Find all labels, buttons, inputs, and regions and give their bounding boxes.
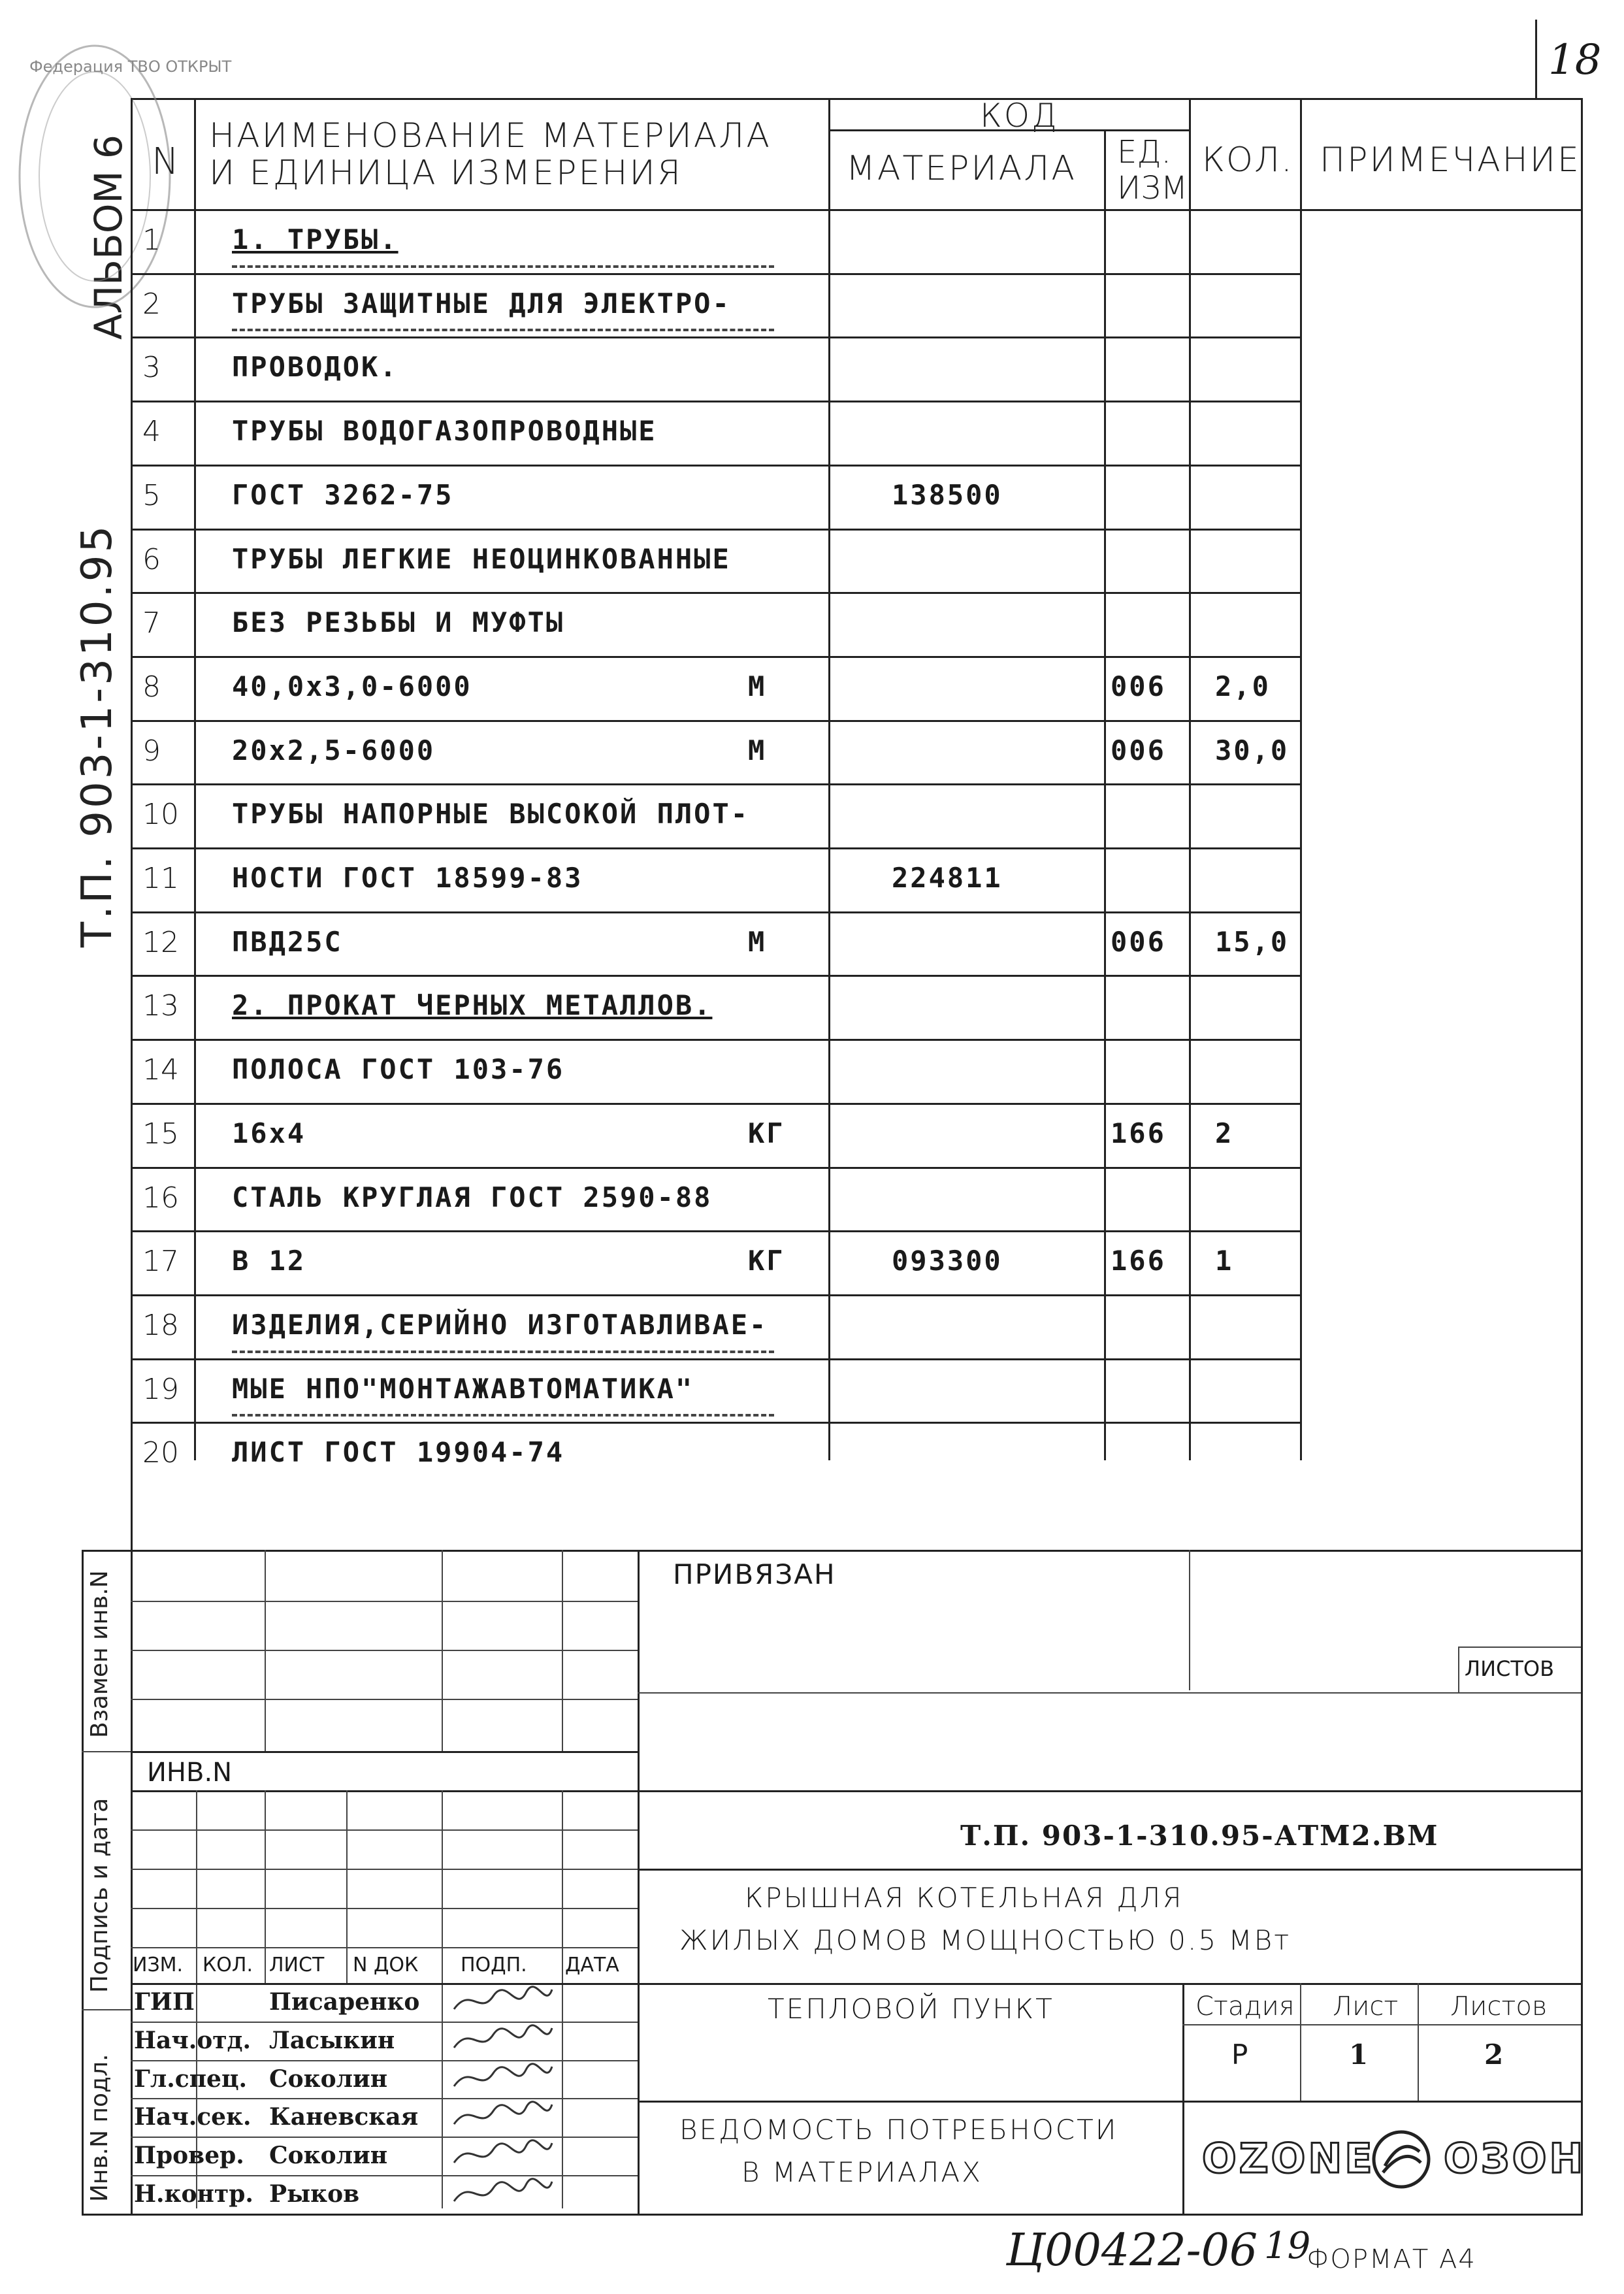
- ozone-logo-left: OZONE: [1202, 2135, 1375, 2182]
- table-row-divider: [131, 783, 1300, 785]
- handwritten-code: Ц00422-06: [1006, 2225, 1258, 2276]
- unit-code: 006: [1111, 670, 1166, 702]
- col-list: ЛИСТ: [269, 1954, 325, 1976]
- stage-value: Р: [1231, 2039, 1248, 2071]
- col-izm: ИЗМ.: [133, 1954, 184, 1976]
- dashed-underline: [232, 265, 774, 268]
- signer-name: Соколин: [269, 2065, 388, 2093]
- header-unit-line1: ЕД.: [1117, 134, 1171, 171]
- header-qty: КОЛ.: [1202, 140, 1293, 180]
- table-row-divider: [131, 975, 1300, 977]
- row-number: 10: [142, 798, 179, 832]
- header-unit-line2: ИЗМ: [1117, 170, 1188, 206]
- table-row-divider: [131, 529, 1300, 531]
- album-label: АЛЬБОМ 6: [86, 135, 131, 340]
- unit-code: 166: [1111, 1245, 1166, 1277]
- material-name: ПВД25С: [232, 925, 343, 958]
- signer-row-divider: [131, 2175, 638, 2176]
- dashed-underline: [232, 1351, 774, 1353]
- unit: КГ: [748, 1245, 785, 1277]
- listov-small-label: ЛИСТОВ: [1465, 1656, 1555, 1681]
- table-row-divider: [131, 1039, 1300, 1041]
- material-name: ТРУБЫ НАПОРНЫЕ ВЫСОКОЙ ПЛОТ-: [232, 798, 750, 830]
- material-name: ИЗДЕЛИЯ,СЕРИЙНО ИЗГОТАВЛИВАЕ-: [232, 1308, 768, 1341]
- row-number: 2: [142, 287, 161, 321]
- header-note: ПРИМЕЧАНИЕ: [1320, 140, 1581, 180]
- material-code: 138500: [892, 478, 1003, 511]
- row-number: 14: [142, 1053, 179, 1087]
- col-kol: КОЛ.: [203, 1954, 253, 1976]
- row-number: 3: [142, 351, 161, 385]
- document-code: Т.П. 903-1-310.95-АТМ2.ВМ: [960, 1820, 1439, 1852]
- row-number: 18: [142, 1308, 179, 1342]
- section-label: ТЕПЛОВОЙ ПУНКТ: [768, 1993, 1054, 2025]
- table-row-divider: [131, 1358, 1300, 1360]
- row-number: 8: [142, 670, 161, 704]
- quantity: 1: [1215, 1245, 1234, 1277]
- quantity: 30,0: [1215, 734, 1290, 766]
- row-number: 7: [142, 606, 161, 640]
- quantity: 15,0: [1215, 925, 1290, 958]
- unit: М: [748, 734, 767, 766]
- row-number: 12: [142, 925, 179, 959]
- signature-scribble: [451, 2060, 555, 2096]
- material-name: 40,0х3,0-6000: [232, 670, 472, 702]
- sheet-title-line2: В МАТЕРИАЛАХ: [741, 2156, 983, 2188]
- ozone-logo: [1202, 2127, 1586, 2192]
- sheet-number: 18: [1548, 36, 1602, 84]
- material-code: 093300: [892, 1245, 1003, 1277]
- format-label: ФОРМАТ А4: [1307, 2244, 1476, 2274]
- row-number: 19: [142, 1372, 179, 1406]
- material-name: ПОЛОСА ГОСТ 103-76: [232, 1053, 565, 1086]
- table-row-divider: [131, 1103, 1300, 1105]
- header-name-line2: И ЕДИНИЦА ИЗМЕРЕНИЯ: [209, 154, 683, 193]
- material-name: ПРОВОДОК.: [232, 351, 398, 384]
- unit-code: 166: [1111, 1117, 1166, 1149]
- table-row-divider: [131, 656, 1300, 658]
- quantity: 2,0: [1215, 670, 1271, 702]
- col-podp: ПОДП.: [461, 1954, 527, 1976]
- table-row-divider: [131, 720, 1300, 722]
- row-number: 17: [142, 1245, 179, 1279]
- sheet-title-line1: ВЕДОМОСТЬ ПОТРЕБНОСТИ: [679, 2114, 1118, 2146]
- signer-role: Нач.отд.: [134, 2026, 252, 2054]
- signature-scribble: [451, 1983, 555, 2019]
- material-name: СТАЛЬ КРУГЛАЯ ГОСТ 2590-88: [232, 1181, 713, 1213]
- sheet-label: Лист: [1333, 1991, 1399, 2022]
- signature-scribble: [451, 2098, 555, 2134]
- stamp-text: Федерация ТВО ОТКРЫТ: [29, 57, 232, 76]
- material-name: В 12: [232, 1245, 306, 1277]
- material-name: 2. ПРОКАТ ЧЕРНЫХ МЕТАЛЛОВ.: [232, 989, 713, 1022]
- material-name: ЛИСТ ГОСТ 19904-74: [232, 1436, 565, 1469]
- signer-role: ГИП: [134, 1988, 195, 2016]
- row-number: 6: [142, 542, 161, 576]
- quantity: 2: [1215, 1117, 1234, 1149]
- table-row-divider: [131, 1230, 1300, 1232]
- ozone-logo-right: ОЗОН: [1444, 2135, 1586, 2182]
- table-row-divider: [131, 911, 1300, 913]
- signer-row-divider: [131, 2098, 638, 2099]
- material-name: ТРУБЫ ЛЕГКИЕ НЕОЦИНКОВАННЫЕ: [232, 542, 731, 575]
- table-row-divider: [131, 1422, 1300, 1424]
- row-number: 13: [142, 989, 179, 1023]
- col-data: ДАТА: [565, 1954, 619, 1976]
- stage-label: Стадия: [1195, 1991, 1295, 2022]
- inv-n-label: ИНВ.N: [147, 1758, 233, 1788]
- signer-role: Провер.: [134, 2142, 244, 2170]
- row-number: 5: [142, 478, 161, 512]
- dashed-underline: [232, 329, 774, 331]
- material-name: ГОСТ 3262-75: [232, 478, 454, 511]
- table-row-divider: [131, 273, 1300, 275]
- row-number: 20: [142, 1436, 179, 1470]
- material-name: БЕЗ РЕЗЬБЫ И МУФТЫ: [232, 606, 565, 639]
- header-code-material: МАТЕРИАЛА: [846, 149, 1077, 188]
- header-code: КОД: [980, 97, 1059, 135]
- sheets-label: Листов: [1450, 1991, 1548, 2022]
- row-number: 4: [142, 415, 161, 449]
- signer-role: Гл.спец.: [134, 2065, 248, 2093]
- signer-role: Н.контр.: [134, 2180, 253, 2208]
- row-number: 9: [142, 734, 161, 768]
- sheet-value: 1: [1349, 2039, 1369, 2071]
- unit: М: [748, 670, 767, 702]
- material-name: МЫЕ НПО"МОНТАЖАВТОМАТИКА": [232, 1372, 694, 1405]
- header-no: N: [152, 140, 179, 183]
- side-label-podpis: Подпись и дата: [86, 1797, 113, 1993]
- material-name: ТРУБЫ ВОДОГАЗОПРОВОДНЫЕ: [232, 415, 657, 448]
- col-n-dok: N ДОК: [353, 1954, 419, 1976]
- material-name: НОСТИ ГОСТ 18599-83: [232, 862, 583, 894]
- side-label-inv-podl: Инв.N подл.: [86, 2054, 113, 2202]
- signer-row-divider: [131, 2137, 638, 2138]
- table-row-divider: [131, 1167, 1300, 1169]
- title-line1: КРЫШНАЯ КОТЕЛЬНАЯ ДЛЯ: [745, 1882, 1184, 1914]
- signer-name: Ласыкин: [269, 2026, 395, 2054]
- material-name: 1. ТРУБЫ.: [232, 223, 398, 255]
- side-label-zamen: Взамен инв.N: [86, 1570, 113, 1738]
- dashed-underline: [232, 1414, 774, 1417]
- signer-role: Нач.сек.: [134, 2103, 252, 2131]
- signer-name: Писаренко: [269, 1988, 420, 2016]
- material-name: 16х4: [232, 1117, 306, 1149]
- table-row-divider: [131, 592, 1300, 594]
- row-number: 1: [142, 223, 161, 257]
- header-name-line1: НАИМЕНОВАНИЕ МАТЕРИАЛА: [209, 116, 771, 156]
- title-line2: ЖИЛЫХ ДОМОВ МОЩНОСТЬЮ 0.5 МВт: [679, 1924, 1291, 1956]
- unit: КГ: [748, 1117, 785, 1149]
- signer-row-divider: [131, 2022, 638, 2023]
- signature-scribble: [451, 2175, 555, 2211]
- signer-name: Соколин: [269, 2142, 388, 2170]
- privyazan-label: ПРИВЯЗАН: [673, 1558, 836, 1590]
- table-row-divider: [131, 401, 1300, 402]
- table-row-divider: [131, 465, 1300, 467]
- material-name: 20х2,5-6000: [232, 734, 436, 766]
- table-row-divider: [131, 336, 1300, 338]
- project-vertical-code: Т.П. 903-1-310.95: [73, 523, 122, 947]
- signer-name: Каневская: [269, 2103, 419, 2131]
- table-row-divider: [131, 1294, 1300, 1296]
- signer-row-divider: [131, 2060, 638, 2061]
- signer-name: Рыков: [269, 2180, 360, 2208]
- signature-scribble: [451, 2022, 555, 2057]
- unit-code: 006: [1111, 734, 1166, 766]
- material-code: 224811: [892, 862, 1003, 894]
- table-row-divider: [131, 847, 1300, 849]
- unit: М: [748, 925, 767, 958]
- handwritten-number: 19: [1264, 2225, 1311, 2267]
- material-name: ТРУБЫ ЗАЩИТНЫЕ ДЛЯ ЭЛЕКТРО-: [232, 287, 731, 320]
- ozone-emblem-icon: [1369, 2127, 1434, 2192]
- row-number: 11: [142, 862, 179, 895]
- unit-code: 006: [1111, 925, 1166, 958]
- sheets-value: 2: [1484, 2039, 1504, 2071]
- row-number: 15: [142, 1117, 179, 1151]
- signature-scribble: [451, 2137, 555, 2172]
- row-number: 16: [142, 1181, 179, 1215]
